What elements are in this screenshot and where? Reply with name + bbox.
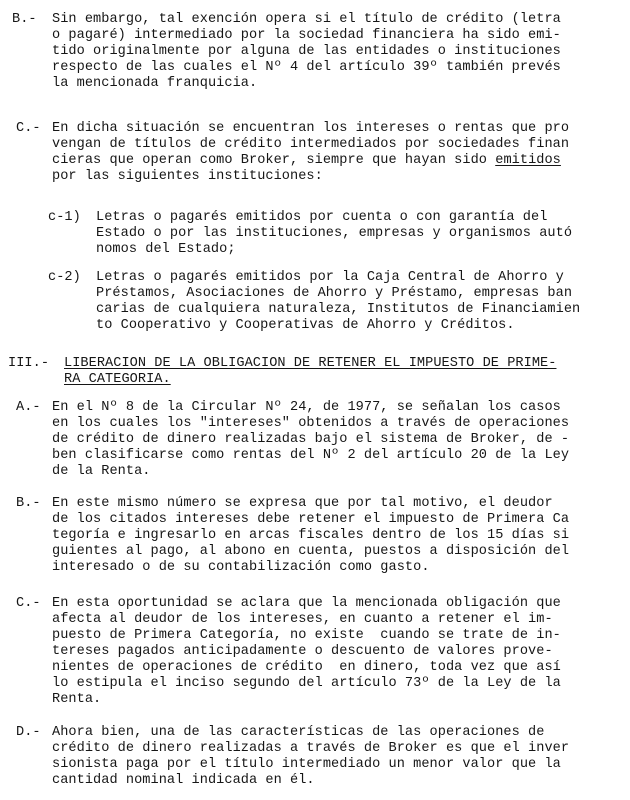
paragraph-line: de la Renta. — [52, 464, 151, 479]
paragraph-line: En dicha situación se encuentran los intereses o rentas que pro — [52, 121, 570, 136]
paragraph-line: sionista paga por el título intermediado un menor valor que la — [52, 757, 561, 772]
section-marker: D.- — [16, 725, 41, 740]
paragraph-line-with-emphasis — [52, 153, 561, 169]
paragraph-line: Ahora bien, una de las características de las operaciones de — [52, 725, 545, 740]
heading-line: LIBERACION DE LA OBLIGACION DE RETENER EL IMPUESTO DE PRIME- — [64, 356, 557, 371]
paragraph-line: crédito de dinero realizadas a través de Broker es que el inver — [52, 741, 570, 756]
paragraph-line: Letras o pagarés emitidos por la Caja Central de Ahorro y — [96, 270, 564, 285]
paragraph-line: tegoría e ingresarlo en arcas fiscales dentro de los 15 días si — [52, 528, 570, 543]
paragraph-line: tido originalmente por alguna de las entidades o instituciones — [52, 44, 561, 59]
paragraph-line: por las siguientes instituciones: — [52, 169, 323, 184]
paragraph-line: Estado o por las instituciones, empresas y organismos autó — [96, 226, 573, 241]
subsection-marker: c-1) — [48, 210, 81, 225]
paragraph-line: Préstamos, Asociaciones de Ahorro y Préstamo, empresas ban — [96, 286, 573, 301]
paragraph-line: la mencionada franquicia. — [52, 76, 258, 91]
paragraph-line: en los cuales los "intereses" obtenidos a través de operaciones — [52, 416, 570, 431]
paragraph-line: lo estipula el inciso segundo del artículo 73º de la Ley de la — [52, 676, 561, 691]
subsection-marker: c-2) — [48, 270, 81, 285]
paragraph-line: respecto de las cuales el Nº 4 del artículo 39º también prevés — [52, 60, 561, 75]
underlined-word-emitidos: emitidos — [495, 153, 561, 168]
paragraph-line: to Cooperativo y Cooperativas de Ahorro y Créditos. — [96, 318, 515, 333]
paragraph-line: nientes de operaciones de crédito en dinero, toda vez que así — [52, 660, 561, 675]
paragraph-line: afecta al deudor de los intereses, en cuanto a retener el im- — [52, 612, 553, 627]
paragraph-line: Sin embargo, tal exención opera si el título de crédito (letra — [52, 12, 561, 27]
paragraph-line: En el Nº 8 de la Circular Nº 24, de 1977, se señalan los casos — [52, 400, 561, 415]
paragraph-line: tereses pagados anticipadamente o descuento de valores prove- — [52, 644, 553, 659]
paragraph-line: ben clasificarse como rentas del Nº 2 del artículo 20 de la Ley — [52, 448, 570, 463]
paragraph-line: de los citados intereses debe retener el impuesto de Primera Ca — [52, 512, 570, 527]
section-marker: C.- — [16, 121, 41, 136]
paragraph-line: interesado o de su contabilización como gasto. — [52, 560, 430, 575]
paragraph-line: En esta oportunidad se aclara que la mencionada obligación que — [52, 596, 561, 611]
heading-marker: III.- — [8, 356, 50, 371]
paragraph-line: Renta. — [52, 692, 102, 707]
paragraph-line: carias de cualquiera naturaleza, Institutos de Financiamien — [96, 302, 581, 317]
paragraph-line: Letras o pagarés emitidos por cuenta o con garantía del — [96, 210, 548, 225]
paragraph-line: guientes al pago, al abono en cuenta, puestos a disposición del — [52, 544, 570, 559]
paragraph-line: puesto de Primera Categoría, no existe cuando se trate de in- — [52, 628, 561, 643]
section-marker: A.- — [16, 400, 41, 415]
paragraph-line: nomos del Estado; — [96, 242, 236, 257]
paragraph-line: cantidad nominal indicada en él. — [52, 773, 315, 788]
section-marker: B.- — [16, 496, 41, 511]
paragraph-line: o pagaré) intermediado por la sociedad financiera ha sido emi- — [52, 28, 561, 43]
paragraph-line: de crédito de dinero realizadas bajo el sistema de Broker, de - — [52, 432, 570, 447]
section-marker: C.- — [16, 596, 41, 611]
paragraph-line-text: cieras que operan como Broker, siempre que hayan sido — [52, 153, 488, 168]
paragraph-line: En este mismo número se expresa que por tal motivo, el deudor — [52, 496, 553, 511]
paragraph-line: vengan de títulos de crédito intermediados por sociedades finan — [52, 137, 570, 152]
heading-line: RA CATEGORIA. — [64, 372, 171, 387]
section-marker: B.- — [12, 12, 37, 27]
